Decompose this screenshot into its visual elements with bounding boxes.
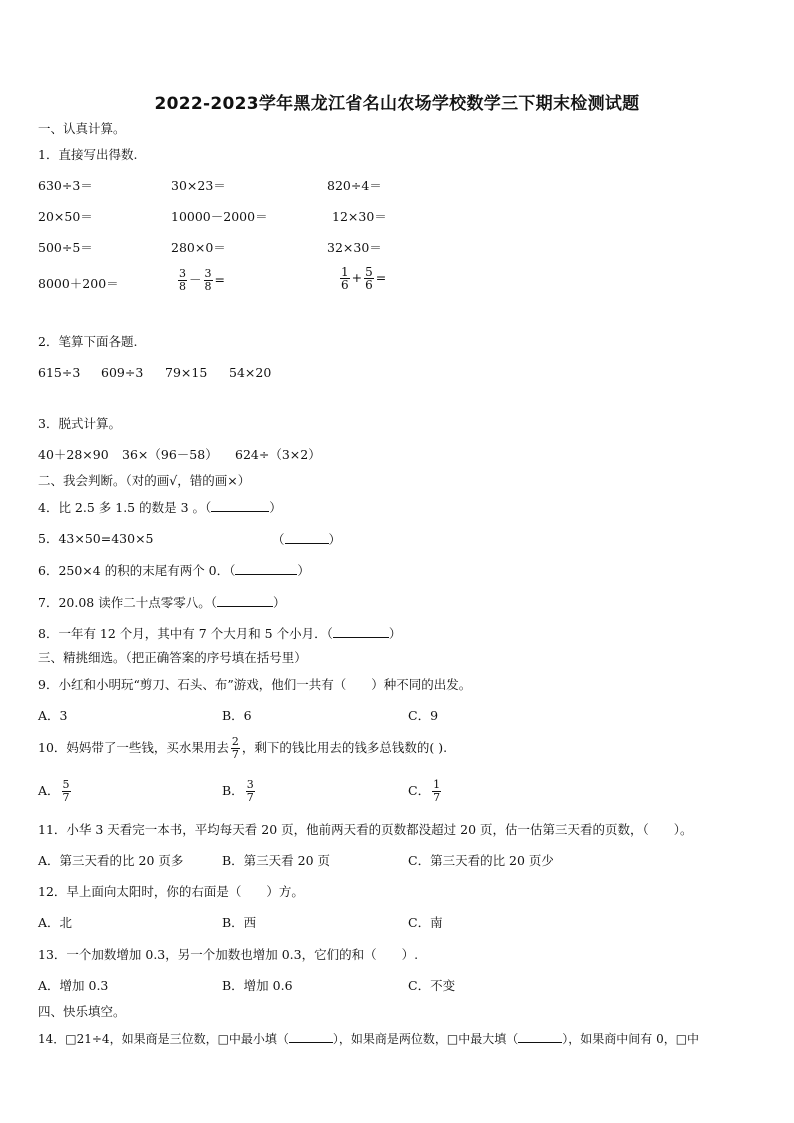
page-title: 2022-2023学年黑龙江省名山农场学校数学三下期末检测试题 (154, 94, 640, 114)
section-heading-3: 三、精挑细选。（把正确答案的序号填在括号里） (38, 650, 307, 665)
question-10-stem: 10．妈妈带了一些钱，买水果用去 $\frac{2}{7}$ ，剩下的钱比用去的钱多总钱数的( ). (38, 735, 448, 761)
stepwise-calc-item: 36×（96－58） (122, 447, 218, 462)
option-c[interactable]: C．南 (408, 915, 443, 930)
question-11-stem: 11．小华 3 天看完一本书，平均每天看 20 页，他前两天看的页数都没超过 20 页，估一估第三天看的页数，（ ）。 (38, 822, 693, 837)
option-c[interactable]: C．第三天看的比 20 页少 (408, 853, 554, 868)
option-b[interactable]: B．第三天看 20 页 (222, 853, 331, 868)
calc-item: 500÷5＝ (38, 240, 93, 255)
calc-item: 20×50＝ (38, 209, 93, 224)
fraction-expression-1: $\frac{3}{8}$ － $\frac{3}{8}$ = (179, 267, 225, 293)
question-14-stem: 14．□21÷4，如果商是三位数，□中最小填（ ），如果商是两位数，□中最大填（ ），如果商中间有 0，□中 (38, 1032, 700, 1046)
option-a[interactable]: A．增加 0.3 (38, 978, 109, 993)
answer-blank[interactable] (285, 531, 329, 544)
question-3-heading: 3．脱式计算。 (38, 416, 121, 431)
calc-item: 630÷3＝ (38, 178, 93, 193)
written-calc-item: 615÷3 (38, 365, 81, 380)
option-c[interactable]: C．不变 (408, 978, 456, 993)
judge-question-5: 5．43×50=430×5 (38, 531, 154, 546)
section-heading-2: 二、我会判断。（对的画√，错的画×） (38, 473, 251, 488)
section-heading-1: 一、认真计算。 (38, 121, 126, 136)
answer-blank[interactable] (235, 562, 297, 575)
fraction-expression-2: $\frac{1}{6}$ + $\frac{5}{6}$ = (341, 265, 387, 292)
question-2-heading: 2．笔算下面各题. (38, 334, 138, 349)
option-c[interactable]: C． $\frac{1}{7}$ (408, 778, 441, 804)
calc-item: 30×23＝ (171, 178, 226, 193)
answer-blank[interactable] (518, 1030, 562, 1043)
judge-question-4: 4．比 2.5 多 1.5 的数是 3 。（ ） (38, 500, 282, 515)
calc-item: 12×30＝ (332, 209, 387, 224)
calc-item: 820÷4＝ (327, 178, 382, 193)
option-b[interactable]: B．增加 0.6 (222, 978, 293, 993)
answer-blank[interactable] (333, 625, 389, 638)
option-b[interactable]: B．6 (222, 708, 252, 723)
stepwise-calc-item: 624÷（3×2） (235, 447, 321, 462)
calc-item: 280×0＝ (171, 240, 226, 255)
option-a[interactable]: A．3 (38, 708, 68, 723)
judge-question-6: 6．250×4 的积的末尾有两个 0．（ ） (38, 563, 310, 578)
question-9-stem: 9．小红和小明玩“剪刀、石头、布”游戏，他们一共有（ ）种不同的出发。 (38, 677, 472, 692)
answer-blank[interactable] (217, 594, 273, 607)
written-calc-item: 79×15 (165, 365, 208, 380)
option-a[interactable]: A．第三天看的比 20 页多 (38, 853, 184, 868)
question-13-stem: 13．一个加数增加 0.3，另一个加数也增加 0.3，它们的和（ ）. (38, 947, 419, 962)
answer-blank[interactable] (211, 499, 269, 512)
written-calc-item: 54×20 (229, 365, 272, 380)
judge-question-8: 8．一年有 12 个月，其中有 7 个大月和 5 个小月．（ ） (38, 626, 402, 641)
answer-blank[interactable] (289, 1030, 333, 1043)
judge-question-7: 7．20.08 读作二十点零零八。（ ） (38, 595, 286, 610)
option-b[interactable]: B．西 (222, 915, 257, 930)
stepwise-calc-item: 40＋28×90 (38, 447, 109, 462)
option-a[interactable]: A． $\frac{5}{7}$ (38, 778, 70, 804)
section-heading-4: 四、快乐填空。 (38, 1004, 126, 1019)
question-1-heading: 1．直接写出得数. (38, 147, 138, 162)
judge-question-5-answer: （ ） (272, 532, 342, 547)
calc-item: 32×30＝ (327, 240, 382, 255)
written-calc-item: 609÷3 (101, 365, 144, 380)
calc-item: 8000＋200＝ (38, 276, 119, 291)
option-c[interactable]: C．9 (408, 708, 439, 723)
calc-item: 10000－2000＝ (171, 209, 268, 224)
option-a[interactable]: A．北 (38, 915, 73, 930)
option-b[interactable]: B． $\frac{3}{7}$ (222, 778, 254, 804)
question-12-stem: 12．早上面向太阳时，你的右面是（ ）方。 (38, 884, 304, 899)
